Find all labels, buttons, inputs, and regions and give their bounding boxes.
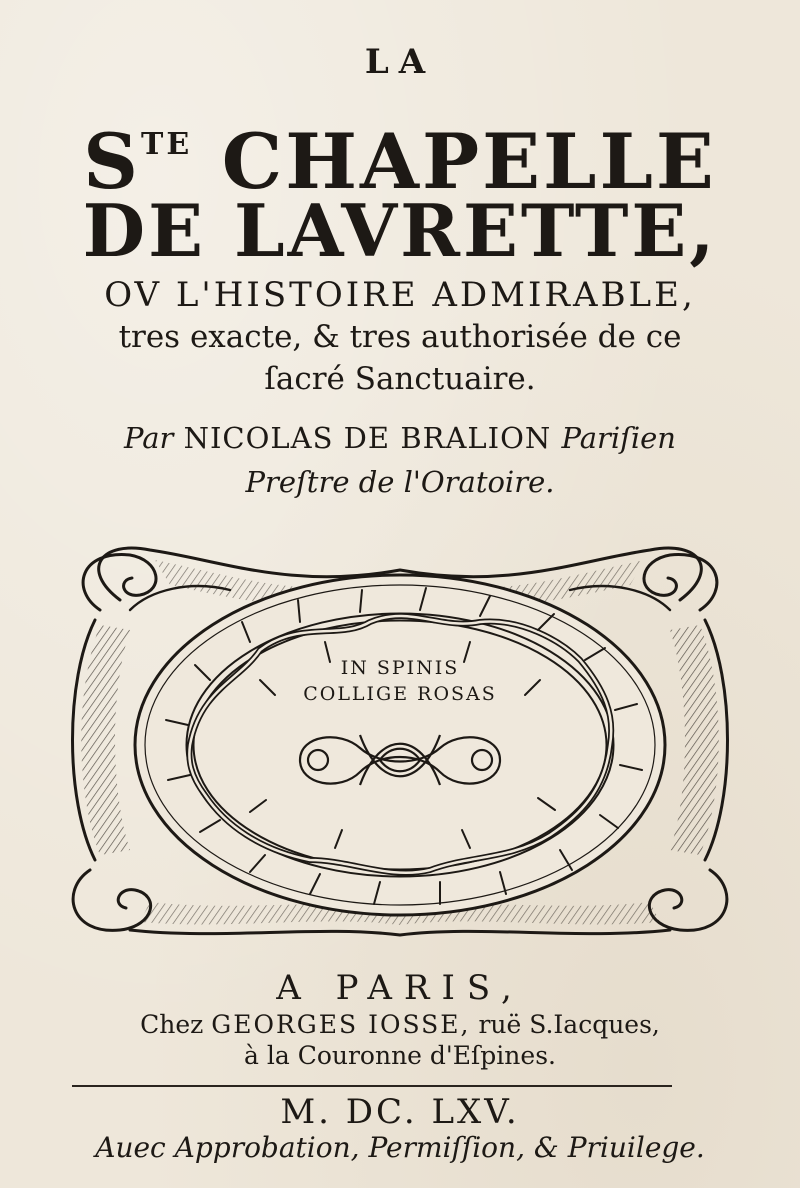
imprint-address: à la Couronne d'Eſpines. (244, 1041, 556, 1070)
imprint-city: A PARIS, (276, 968, 524, 1008)
author-role: Preſtre de l'Oratoire. (245, 465, 555, 499)
imprint-privilege: Auec Approbation, Permiſſion, & Priuilege. (95, 1131, 705, 1164)
crown-of-thorns-cartouche-icon (60, 530, 740, 950)
imprint-publisher (0, 1010, 800, 1040)
title-article: LA (364, 42, 436, 82)
title-prefix: S (83, 117, 142, 206)
title-chapelle: CHAPELLE (221, 117, 717, 206)
motto-line-1: IN SPINIS (340, 657, 460, 679)
imprint-year: M. DC. LXV. (280, 1092, 520, 1132)
subtitle-line-2: tres exacte, & tres authorisée de ce (118, 319, 682, 355)
publisher-name: GEORGES IOSSE, (211, 1010, 471, 1039)
publisher-post: ruë S.Iacques, (478, 1010, 660, 1039)
author-line (0, 420, 800, 456)
title-line-2: DE LAVRETTE, (82, 188, 718, 273)
divider-rule (72, 1085, 672, 1087)
ornament-motto (0, 655, 800, 707)
subtitle-line-3: ſacré Sanctuaire. (264, 361, 536, 397)
author-origin: Pariſien (561, 421, 676, 455)
title-prefix-superscript: TE (141, 127, 193, 162)
publisher-pre: Chez (140, 1010, 204, 1039)
motto-line-2: COLLIGE ROSAS (303, 683, 497, 705)
author-par: Par (124, 421, 174, 455)
subtitle-line-1: OV L'HISTOIRE ADMIRABLE, (104, 275, 696, 315)
author-name: NICOLAS DE BRALION (183, 421, 552, 455)
